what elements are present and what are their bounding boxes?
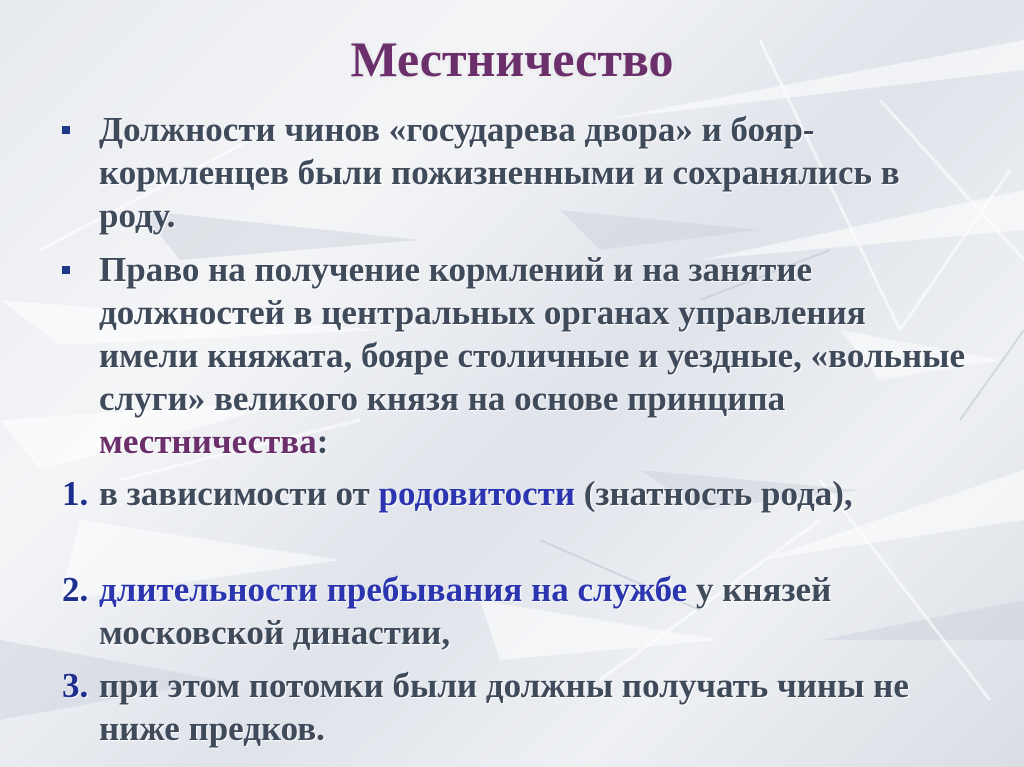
bullet-square-icon bbox=[62, 266, 70, 274]
numbered-text-1 bbox=[99, 472, 967, 515]
numbered-text-3-part: при этом потомки были должны получать чины не ниже предков. bbox=[99, 666, 909, 748]
term-mestnichestvo: местничества bbox=[99, 422, 317, 461]
number-marker: 2. bbox=[62, 570, 89, 609]
numbered-text-2-end: у князей московской династии, bbox=[99, 570, 832, 652]
number-marker: 3. bbox=[62, 666, 89, 705]
numbered-text-1-end: (знатность рода), bbox=[574, 474, 853, 513]
bullet-text-2-part: Право на получение кормлений и на занятие должностей в центральных органах управления имели княжата, бояре столичные и уездные, «вольные слуги» великого князя на основе принципа bbox=[99, 250, 966, 418]
term-rodovitost: родовитости bbox=[378, 474, 575, 513]
term-service-duration: длительности пребывания на службе bbox=[99, 570, 688, 609]
bullet-square-icon bbox=[62, 126, 70, 134]
bullet-text-1: Должности чинов «государева двора» и бояр-кормленцев были пожизненными и сохранялись в роду. bbox=[99, 110, 900, 235]
bullet-text-2-end: : bbox=[316, 422, 329, 461]
bullet-text-2 bbox=[99, 248, 967, 463]
numbered-text-2 bbox=[99, 568, 967, 654]
slide-title: Местничество bbox=[350, 31, 674, 87]
number-marker: 1. bbox=[62, 474, 89, 513]
numbered-text-1-part: в зависимости от bbox=[99, 474, 379, 513]
numbered-text-3 bbox=[99, 664, 967, 750]
